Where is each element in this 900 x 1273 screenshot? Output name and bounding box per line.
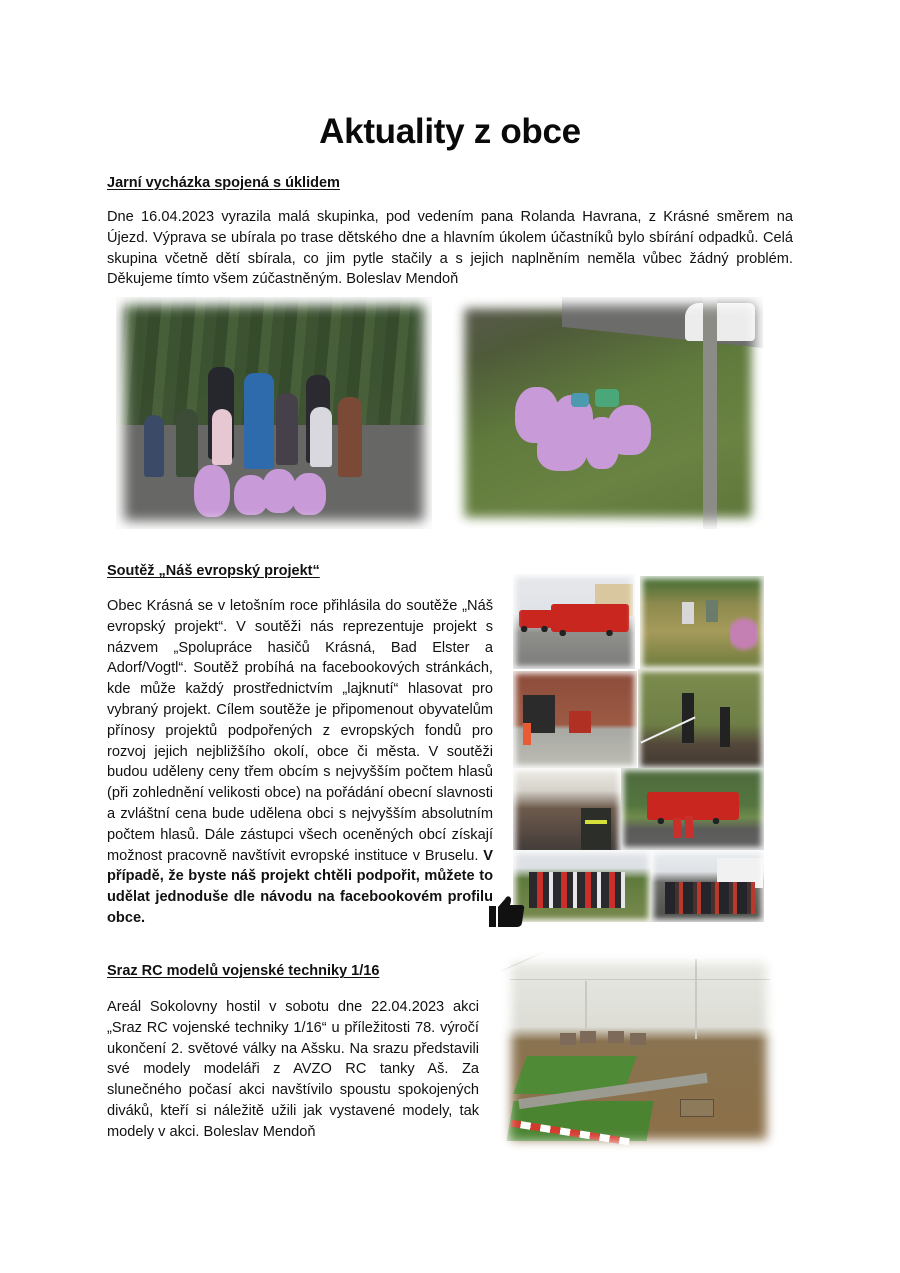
section-heading-walk: Jarní vycházka spojená s úklidem [107,175,340,191]
photo-collected-bags [453,297,763,529]
section-text-rc-models: Areál Sokolovny hostil v sobotu dne 22.04.2023 akci „Sraz RC vojenské techniky 1/16“ u příležitosti 78. výročí ukončení 2. světové války na Ašsku. Na srazu představili své modely modeláři z AVZO RC tanky Aš. Za slunečného počasí akci navštívilo spoustu spokojených diváků, kteří si náležitě užili jak vystavené modely, tak modely v akci. Boleslav Mendoň [107,999,479,1140]
section-text-walk: Dne 16.04.2023 vyrazila malá skupinka, pod vedením pana Rolanda Havrana, z Krásné směrem na Újezd. Výprava se ubírala po trase dětského dne a hlavním úkolem účastníků bylo sbírání odpadků. Celá skupina včetně dětí sbírala, co jim pytle stačily a s jejich naplněním neměla vůbec žádný problém. Děkujeme tímto všem zúčastněným. Boleslav Mendoň [107,209,793,288]
collage-photo-flood [640,576,764,669]
collage-photo-building-crowd [651,850,764,922]
page-title: Aktuality z obce [319,112,581,151]
section-heading-rc-models: Sraz RC modelů vojenské techniky 1/16 [107,963,380,979]
photo-cleanup-group [116,297,432,529]
collage-photo-fire-truck-drill [621,768,764,850]
contest-text: Obec Krásná se v letošním roce přihlásila do soutěže „Náš evropský projekt“. V soutěži nás reprezentuje projekt s názvem „Spolupráce hasičů Krásná, Bad Elster a Adorf/Vogtl“. Soutěž probíhá na facebookových stránkách, kde může každý prostřednictvím „lajknutí“ hlasovat pro vybraný projekt. Cílem soutěže je připomenout obyvatelům přínosy projektů podpořených z evropských fondů pro rozvoj jejich nejbližšího okolí, obce či města. V soutěži budou uděleny ceny třem obcím s nejvyšším počtem hlasů (při zohlednění velikosti obce) na pořádání obecní slavnosti a zvláštní cena bude udělena obci s nejvyšším absolutním počtem hlasů. Dále zástupci všech oceněných obcí získají možnost pracovně navštívit evropské instituce v Bruselu. [107,598,493,864]
collage-photo-tent-meeting [513,768,621,858]
photo-rc-diorama [500,951,778,1151]
collage-photo-hose-drill [638,669,764,769]
section-text-contest [107,596,493,929]
collage-photo-group [513,850,651,922]
contest-call-to-action: V případě, že byste náš projekt chtěli podpořit, můžete to udělat jednoduše dle návodu na facebookovém profilu obce. [107,847,493,926]
thumbs-up-icon [489,895,525,927]
collage-photo-brick-building [513,671,637,768]
section-heading-contest: Soutěž „Náš evropský projekt“ [107,563,320,579]
collage-photo-fire-trucks [513,574,635,669]
